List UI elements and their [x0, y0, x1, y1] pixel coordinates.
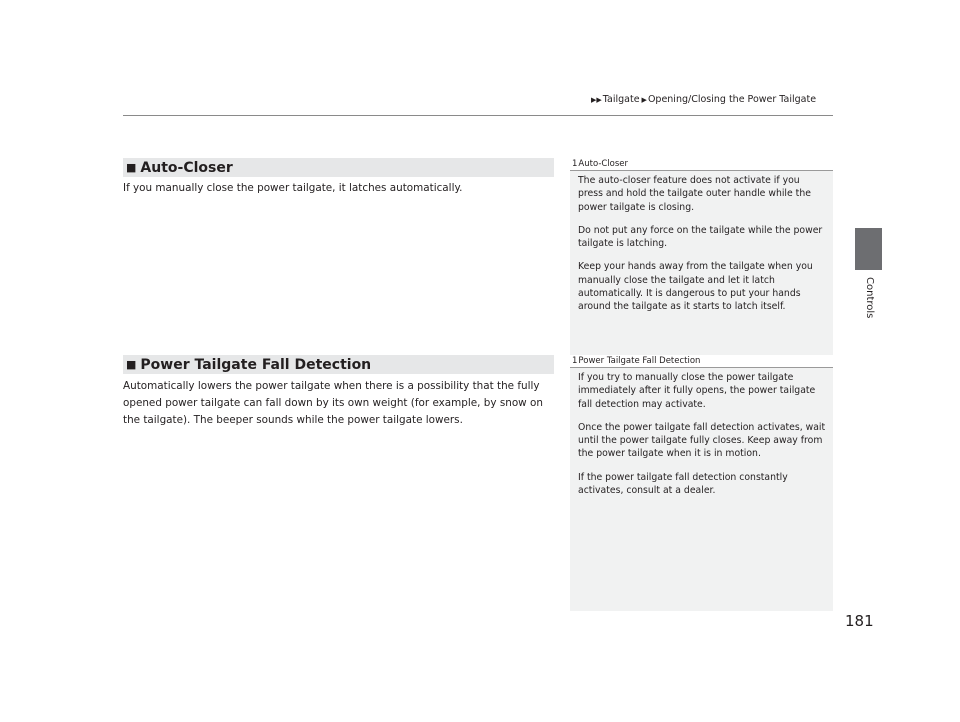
note-paragraph: Once the power tailgate fall detection activates, wait until the power tailgate fully closes. Keep away from the power tailgate when it is in motion.: [578, 421, 826, 460]
section-body-auto-closer: If you manually close the power tailgate, it latches automatically.: [123, 182, 463, 194]
section-body-fall-detection: Automatically lowers the power tailgate when there is a possibility that the fully opened power tailgate can fall down by its own weight (for example, by snow on the tailgate). The beeper sounds while the power tailgate lowers.: [123, 380, 543, 426]
chapter-tab: [855, 228, 882, 270]
section-heading-text: Power Tailgate Fall Detection: [140, 356, 372, 373]
note-paragraph: If you try to manually close the power tailgate immediately after it fully opens, the power tailgate fall detection may activate.: [578, 372, 816, 410]
note-auto-closer: [570, 158, 833, 324]
note-paragraph: Do not put any force on the tailgate while the power tailgate is latching.: [578, 224, 823, 250]
triangle-right-icon: ▶: [641, 95, 647, 104]
note-fall-detection: [570, 355, 833, 507]
note-paragraph: Keep your hands away from the tailgate when you manually close the tailgate and let it latch automatically. It is dangerous to put your hands around the tailgate as it starts to latch itself.: [578, 261, 813, 313]
breadcrumb-item-opening-closing[interactable]: Opening/Closing the Power Tailgate: [647, 94, 817, 105]
chapter-label-text: Controls: [864, 277, 875, 319]
section-heading-text: Auto-Closer: [140, 159, 233, 176]
note-title-text[interactable]: Auto-Closer: [578, 159, 629, 169]
note-body: [570, 171, 833, 314]
section-heading-auto-closer: [123, 158, 554, 177]
note-title-text[interactable]: Power Tailgate Fall Detection: [578, 356, 701, 366]
note-title: [570, 355, 833, 368]
note-title: [570, 158, 833, 171]
header-divider: [123, 115, 833, 116]
note-ref-icon: 1: [572, 159, 578, 169]
chapter-label: [849, 277, 889, 347]
breadcrumb-item-tailgate[interactable]: Tailgate: [602, 94, 640, 105]
breadcrumb: [591, 94, 818, 105]
note-body: [570, 368, 833, 497]
note-paragraph: The auto-closer feature does not activate if you press and hold the tailgate outer handle while the power tailgate is closing.: [578, 175, 811, 213]
note-paragraph: If the power tailgate fall detection constantly activates, consult at a dealer.: [578, 471, 788, 497]
square-bullet-icon: ■: [126, 161, 137, 174]
triangle-right-icon: ▶▶: [591, 95, 602, 104]
square-bullet-icon: ■: [126, 358, 137, 371]
note-ref-icon: 1: [572, 356, 578, 366]
section-heading-fall-detection: [123, 355, 554, 374]
page-number: 181: [845, 612, 874, 630]
